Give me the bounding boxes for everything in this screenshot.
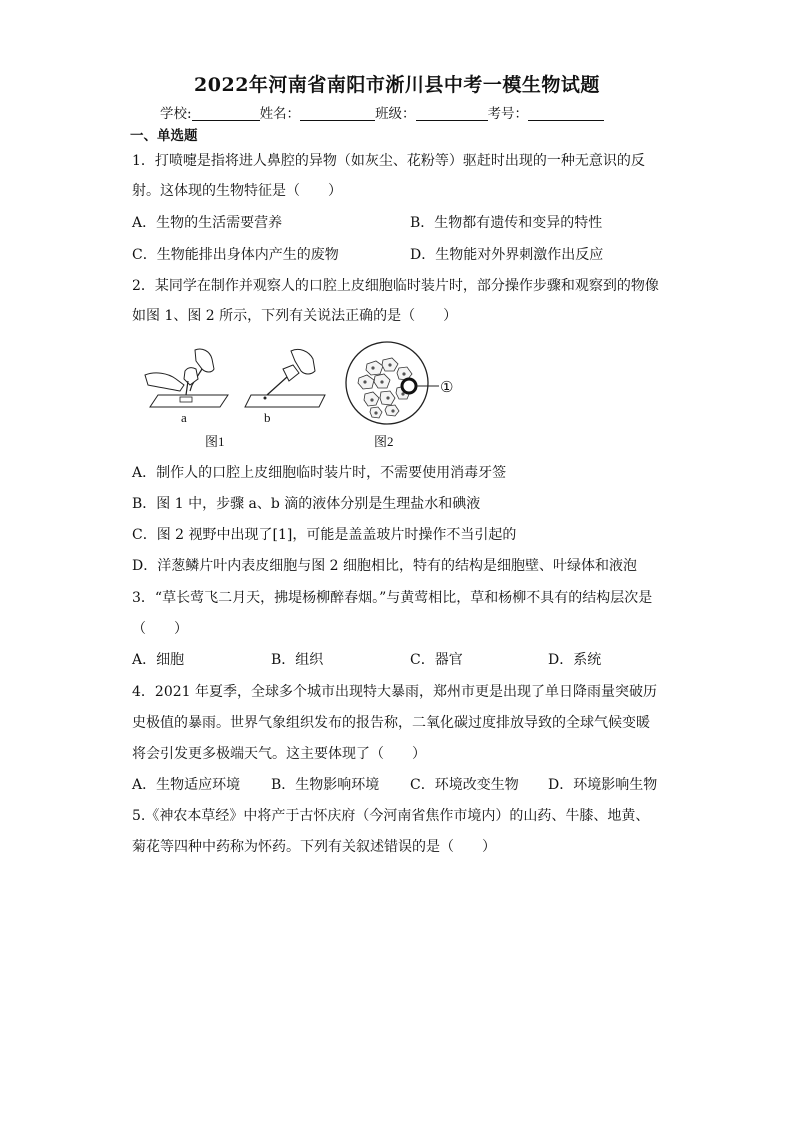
- q5-stem-line2: 菊花等四种中药称为怀药。下列有关叙述错误的是（ ）: [132, 839, 496, 855]
- q3-option-a: A．细胞: [132, 652, 185, 668]
- q2-option-d: D．洋葱鳞片叶内表皮细胞与图 2 细胞相比，特有的结构是细胞壁、叶绿体和液泡: [132, 558, 638, 574]
- q2-option-b: B．图 1 中，步骤 a、b 滴的液体分别是生理盐水和碘液: [132, 496, 481, 512]
- q2-option-c: C．图 2 视野中出现了[1]，可能是盖盖玻片时操作不当引起的: [132, 527, 517, 543]
- section-heading: 一、单选题: [130, 128, 198, 144]
- q1-option-a: A．生物的生活需要营养: [132, 215, 283, 231]
- class-label: 班级：: [375, 106, 416, 122]
- q4-stem-line3: 将会引发更多极端天气。这主要体现了（ ）: [132, 746, 426, 762]
- class-blank: [416, 106, 488, 121]
- figure2-marker-label: ①: [440, 380, 454, 396]
- q3-option-c: C．器官: [410, 652, 463, 668]
- page-title: 2022年河南省南阳市淅川县中考一模生物试题: [194, 74, 600, 96]
- q1-option-d: D．生物能对外界刺激作出反应: [410, 247, 604, 263]
- q4-option-a: A．生物适应环境: [132, 777, 241, 793]
- q3-stem-line2: （ ）: [132, 621, 188, 637]
- q2-stem-line2: 如图 1、图 2 所示，下列有关说法正确的是（ ）: [132, 308, 458, 324]
- q4-stem-line1: 4．2021 年夏季，全球多个城市出现特大暴雨，郑州市更是出现了单日降雨量突破历: [132, 684, 657, 700]
- q4-option-c: C．环境改变生物: [410, 777, 519, 793]
- q1-option-c: C．生物能排出身体内产生的废物: [132, 247, 339, 263]
- school-blank: [192, 106, 260, 121]
- q3-stem-line1: 3．“草长莺飞二月天，拂堤杨柳醉春烟。”与黄莺相比，草和杨柳不具有的结构层次是: [132, 590, 653, 606]
- figure1-caption: 图1: [205, 434, 225, 449]
- q4-option-b: B．生物影响环境: [271, 777, 380, 793]
- q3-option-b: B．组织: [271, 652, 324, 668]
- figure1-step-a-illustration: [140, 345, 235, 410]
- name-label: 姓名：: [259, 106, 301, 122]
- q1-option-b: B．生物都有遗传和变异的特性: [410, 215, 603, 231]
- student-info-row: [160, 102, 604, 122]
- q2-stem-line1: 2．某同学在制作并观察人的口腔上皮细胞临时装片时，部分操作步骤和观察到的物像: [132, 278, 659, 294]
- figure2-caption: 图2: [374, 434, 394, 449]
- figure1-label-b: b: [264, 410, 271, 425]
- exam-no-blank: [528, 106, 604, 121]
- q1-stem-line2: 射。这体现的生物特征是（ ）: [132, 183, 342, 199]
- q5-stem-line1: 5.《神农本草经》中将产于古怀庆府（今河南省焦作市境内）的山药、牛膝、地黄、: [132, 808, 650, 824]
- school-label: 学校:: [160, 106, 192, 122]
- q4-stem-line2: 史极值的暴雨。世界气象组织发布的报告称，二氧化碳过度排放导致的全球气候变暖: [132, 715, 650, 731]
- q2-option-a: A．制作人的口腔上皮细胞临时装片时，不需要使用消毒牙签: [132, 465, 507, 481]
- q4-option-d: D．环境影响生物: [548, 777, 658, 793]
- figure1-label-a: a: [181, 410, 187, 425]
- q3-option-d: D．系统: [548, 652, 602, 668]
- exam-no-label: 考号：: [487, 106, 529, 122]
- figure1-step-b-illustration: [243, 345, 333, 410]
- name-blank: [300, 106, 375, 121]
- q1-stem-line1: 1．打喷嚏是指将进人鼻腔的异物（如灰尘、花粉等）驱赶时出现的一种无意识的反: [132, 153, 645, 169]
